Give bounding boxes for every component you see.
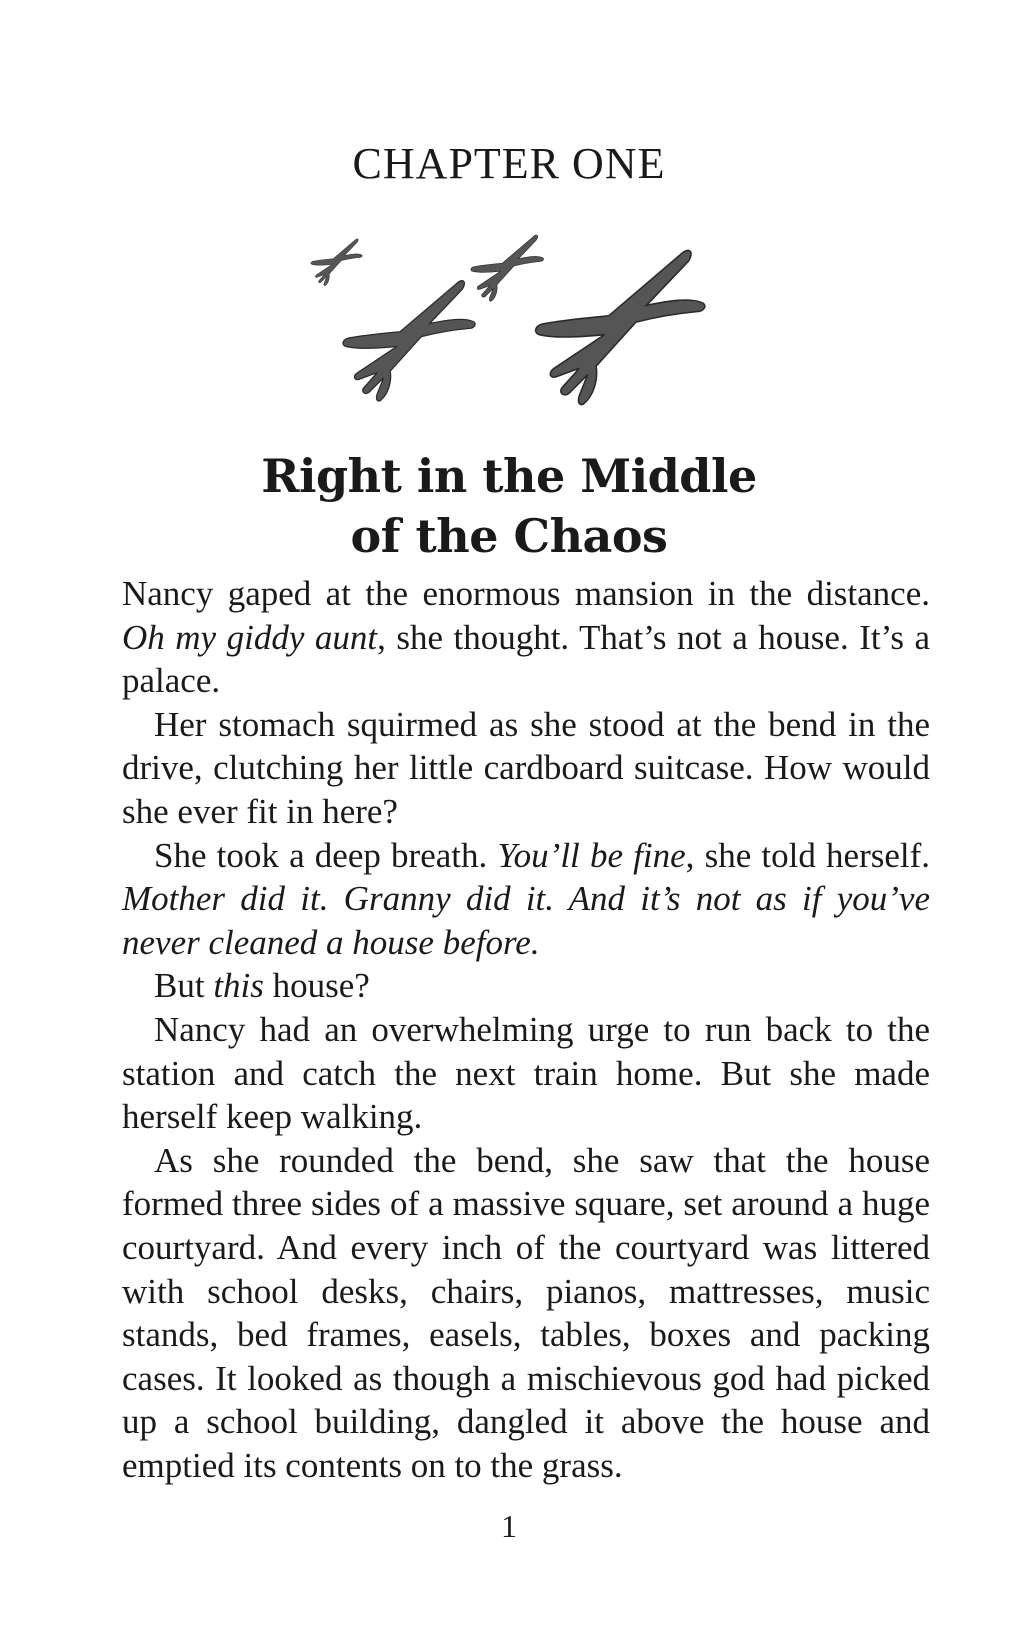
text-run: As she rounded the bend, she saw that the house formed three sides of a massive square, set around a huge courtyard. And every inch of the courtyard was littered with school desks, chairs, pianos, mattresses, music stands, bed frames, easels, tables, boxes and packing cases. It looked as though a mischievous god had picked up a school building, dangled it above the house and emptied its contents on to the grass. — [122, 1140, 930, 1485]
chapter-title-line-2: of the Chaos — [350, 509, 668, 563]
chapter-label: CHAPTER ONE — [352, 139, 666, 188]
chapter-body — [122, 572, 930, 1487]
spitfire-planes-icon — [305, 225, 725, 425]
text-run: But — [154, 966, 214, 1006]
italic-text: this — [213, 966, 264, 1006]
chapter-title — [0, 446, 1018, 566]
text-run: She took a deep breath. — [154, 835, 498, 875]
paragraph — [122, 703, 930, 834]
text-run: Nancy had an overwhelming urge to run back to the station and catch the next train home. But she made herself keep walking. — [122, 1009, 930, 1137]
chapter-title-line-1: Right in the Middle — [261, 449, 757, 503]
italic-text: Oh my giddy aunt — [122, 617, 378, 657]
text-run: Nancy gaped at the enormous mansion in the distance. — [122, 574, 930, 613]
plane-1 — [311, 239, 363, 286]
paragraph — [122, 1008, 930, 1139]
page-number: 1 — [501, 1508, 517, 1544]
plane-3 — [471, 235, 544, 301]
text-run: Her stomach squirmed as she stood at the bend in the drive, clutching her little cardboard suitcase. How would she ever fit in here? — [122, 704, 930, 831]
plane-2 — [343, 281, 475, 401]
paragraph — [122, 1139, 930, 1488]
text-run: , she thought. That’s not a house. It’s a palace. — [122, 617, 930, 701]
paragraph — [122, 572, 930, 703]
italic-text: You’ll be fine — [497, 835, 686, 875]
text-run: , she told herself. — [685, 835, 931, 875]
paragraph — [122, 964, 930, 1008]
paragraph — [122, 834, 930, 965]
plane-4 — [536, 250, 705, 404]
text-run: house? — [263, 966, 370, 1006]
italic-text: Mother did it. Granny did it. And it’s not as if you’ve never cleaned a house before. — [122, 879, 930, 962]
